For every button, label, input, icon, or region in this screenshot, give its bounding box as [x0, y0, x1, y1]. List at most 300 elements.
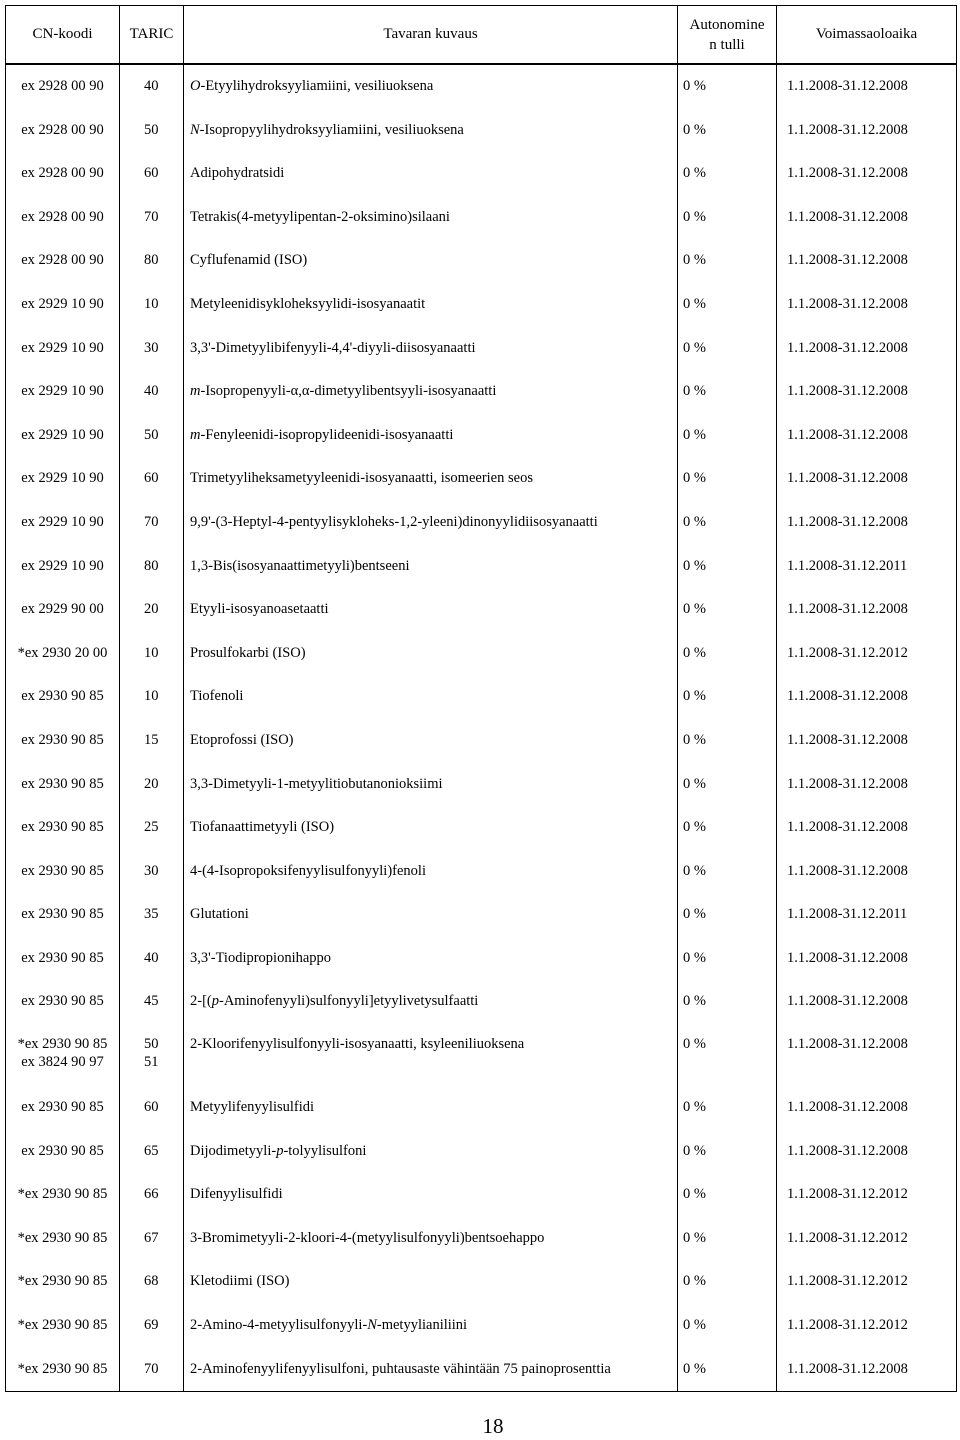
- taric-code: 10: [144, 688, 159, 705]
- cn-code: ex 2930 90 85: [21, 731, 104, 748]
- validity-period: 1.1.2008-31.12.2008: [787, 165, 908, 182]
- cn-code-cell: [6, 1086, 120, 1130]
- cn-code: *ex 2930 90 85: [17, 1229, 108, 1246]
- cn-code: ex 2928 00 90: [21, 252, 104, 269]
- description-cell: [184, 1304, 678, 1348]
- cn-code-cell: [6, 327, 120, 371]
- duty-rate: 0 %: [683, 993, 706, 1010]
- taric-cell: [120, 501, 184, 545]
- duty-rate: 0 %: [683, 1186, 706, 1203]
- taric-cell: [120, 414, 184, 458]
- description-text: Etoprofossi (ISO): [190, 731, 294, 748]
- taric-code: 69: [144, 1317, 159, 1334]
- description-text: Glutationi: [190, 906, 249, 923]
- duty-rate: 0 %: [683, 208, 706, 225]
- cn-code: ex 2929 10 90: [21, 557, 104, 574]
- duty-rate: 0 %: [683, 906, 706, 923]
- taric-cell: [120, 632, 184, 676]
- header-description: Tavaran kuvaus: [184, 6, 678, 65]
- duty-rate: 0 %: [683, 426, 706, 443]
- duty-cell: [678, 1130, 777, 1174]
- taric-code: 65: [144, 1142, 159, 1159]
- cn-code: ex 2930 90 85: [21, 949, 104, 966]
- duty-rate: 0 %: [683, 121, 706, 138]
- table-row: [6, 1260, 957, 1304]
- description-cell: [184, 457, 678, 501]
- validity-period: 1.1.2008-31.12.2008: [787, 1142, 908, 1159]
- validity-cell: [777, 370, 957, 414]
- description-cell: [184, 1086, 678, 1130]
- duty-rate: 0 %: [683, 513, 706, 530]
- taric-code: 68: [144, 1273, 159, 1290]
- cn-code: *ex 2930 90 85: [17, 1036, 108, 1053]
- taric-code-secondary: 51: [144, 1054, 159, 1071]
- duty-rate: 0 %: [683, 731, 706, 748]
- validity-cell: [777, 501, 957, 545]
- description-text: 3-Bromimetyyli-2-kloori-4-(metyylisulfonyyli)bentsoehappo: [190, 1229, 545, 1246]
- taric-cell: [120, 1217, 184, 1261]
- cn-code: *ex 2930 90 85: [17, 1317, 108, 1334]
- description-text: Difenyylisulfidi: [190, 1186, 283, 1203]
- description-cell: [184, 675, 678, 719]
- description-cell: [184, 850, 678, 894]
- table-row: [6, 327, 957, 371]
- header-taric: TARIC: [120, 6, 184, 65]
- taric-cell: [120, 675, 184, 719]
- duty-cell: [678, 457, 777, 501]
- validity-cell: [777, 196, 957, 240]
- cn-code: ex 2929 10 90: [21, 383, 104, 400]
- description-cell: [184, 414, 678, 458]
- duty-cell: [678, 370, 777, 414]
- taric-cell: [120, 937, 184, 981]
- table-row: [6, 1173, 957, 1217]
- description-cell: [184, 152, 678, 196]
- duty-cell: [678, 1348, 777, 1392]
- duty-rate: 0 %: [683, 601, 706, 618]
- validity-cell: [777, 1260, 957, 1304]
- cn-code-cell: [6, 501, 120, 545]
- validity-period: 1.1.2008-31.12.2008: [787, 252, 908, 269]
- duty-cell: [678, 806, 777, 850]
- duty-cell: [678, 196, 777, 240]
- taric-code: 10: [144, 295, 159, 312]
- table-row: [6, 501, 957, 545]
- cn-code: ex 2930 90 85: [21, 906, 104, 923]
- description-italic-prefix: p: [276, 1142, 284, 1159]
- taric-code: 20: [144, 775, 159, 792]
- taric-cell: [120, 850, 184, 894]
- description-text-rest: -Isopropyylihydroksyyliamiini, vesiliuoksena: [199, 121, 464, 138]
- validity-period: 1.1.2008-31.12.2011: [787, 557, 908, 574]
- description-cell: [184, 327, 678, 371]
- description-cell: [184, 545, 678, 589]
- duty-rate: 0 %: [683, 1273, 706, 1290]
- description-text: 3,3'-Tiodipropionihappo: [190, 949, 332, 966]
- table-row: [6, 937, 957, 981]
- page-number: 18: [482, 1414, 504, 1438]
- taric-cell: [120, 370, 184, 414]
- description-text: 3,3-Dimetyyli-1-metyylitiobutanonioksiimi: [190, 775, 443, 792]
- duty-rate: 0 %: [683, 862, 706, 879]
- description-cell: [184, 109, 678, 153]
- validity-cell: [777, 414, 957, 458]
- duty-cell: [678, 675, 777, 719]
- duty-rate: 0 %: [683, 252, 706, 269]
- duty-cell: [678, 283, 777, 327]
- description-cell: [184, 763, 678, 807]
- table-row: [6, 1348, 957, 1392]
- cn-code-cell: [6, 980, 120, 1024]
- table-row: [6, 850, 957, 894]
- table-row: [6, 1130, 957, 1174]
- duty-cell: [678, 501, 777, 545]
- description-text-rest: -Etyylihydroksyyliamiini, vesiliuoksena: [200, 78, 434, 94]
- cn-code-cell: [6, 675, 120, 719]
- description-text: Dijodimetyyli-: [190, 1142, 277, 1159]
- duty-cell: [678, 850, 777, 894]
- duty-cell: [678, 1024, 777, 1086]
- table-row: [6, 806, 957, 850]
- taric-code: 15: [144, 731, 159, 748]
- description-text: Tiofenoli: [190, 688, 244, 705]
- validity-period: 1.1.2008-31.12.2008: [787, 819, 908, 836]
- taric-code: 35: [144, 906, 159, 923]
- description-cell: [184, 370, 678, 414]
- validity-period: 1.1.2008-31.12.2008: [787, 993, 908, 1010]
- validity-period: 1.1.2008-31.12.2008: [787, 339, 908, 356]
- table-row: [6, 1217, 957, 1261]
- validity-cell: [777, 632, 957, 676]
- duty-cell: [678, 588, 777, 632]
- cn-code-cell: [6, 632, 120, 676]
- description-text-rest: -Fenyleenidi-isopropylideenidi-isosyanaatti: [200, 426, 454, 443]
- duty-cell: [678, 327, 777, 371]
- validity-period: 1.1.2008-31.12.2008: [787, 121, 908, 138]
- duty-cell: [678, 893, 777, 937]
- cn-code-cell: [6, 806, 120, 850]
- cn-code-cell: [6, 1024, 120, 1086]
- cn-code: ex 2928 00 90: [21, 121, 104, 138]
- cn-code-cell: [6, 196, 120, 240]
- description-cell: [184, 283, 678, 327]
- table-row: [6, 1304, 957, 1348]
- taric-code: 70: [144, 208, 159, 225]
- taric-cell: [120, 763, 184, 807]
- description-cell: [184, 1217, 678, 1261]
- description-text: 2-[(: [190, 993, 212, 1010]
- cn-code: *ex 2930 90 85: [17, 1186, 108, 1203]
- validity-cell: [777, 152, 957, 196]
- validity-period: 1.1.2008-31.12.2008: [787, 601, 908, 618]
- header-row: [6, 6, 957, 65]
- header-cn-code: CN-koodi: [6, 6, 120, 65]
- validity-cell: [777, 1304, 957, 1348]
- description-text: 2-Aminofenyylifenyylisulfoni, puhtausaste vähintään 75 painoprosenttia: [190, 1360, 611, 1377]
- validity-period: 1.1.2008-31.12.2008: [787, 208, 908, 225]
- taric-code: 67: [144, 1229, 159, 1246]
- description-cell: [184, 632, 678, 676]
- description-text: 4-(4-Isopropoksifenyylisulfonyyli)fenoli: [190, 862, 426, 879]
- validity-cell: [777, 1348, 957, 1392]
- taric-code: 30: [144, 862, 159, 879]
- validity-period: 1.1.2008-31.12.2012: [787, 1317, 908, 1334]
- table-row: [6, 239, 957, 283]
- taric-code: 40: [144, 383, 159, 400]
- duty-rate: 0 %: [683, 383, 706, 400]
- table-row: [6, 632, 957, 676]
- cn-code-cell: [6, 1173, 120, 1217]
- taric-code: 20: [144, 601, 159, 618]
- duty-rate: 0 %: [683, 339, 706, 356]
- duty-rate: 0 %: [683, 165, 706, 182]
- description-cell: [184, 239, 678, 283]
- cn-code: ex 2930 90 85: [21, 862, 104, 879]
- description-text: Tiofanaattimetyyli (ISO): [190, 819, 335, 836]
- cn-code-cell: [6, 370, 120, 414]
- validity-period: 1.1.2008-31.12.2008: [787, 295, 908, 312]
- validity-cell: [777, 457, 957, 501]
- cn-code-cell: [6, 1130, 120, 1174]
- table-row: [6, 1086, 957, 1130]
- description-cell: [184, 806, 678, 850]
- description-text: 1,3-Bis(isosyanaattimetyyli)bentseeni: [190, 557, 410, 574]
- cn-code-cell: [6, 850, 120, 894]
- taric-code: 50: [144, 1036, 159, 1053]
- description-text: Etyyli-isosyanoasetaatti: [190, 601, 329, 618]
- validity-period: 1.1.2008-31.12.2008: [787, 513, 908, 530]
- description-cell: [184, 1173, 678, 1217]
- description-cell: [184, 1260, 678, 1304]
- taric-cell: [120, 588, 184, 632]
- cn-code: ex 2930 90 85: [21, 688, 104, 705]
- validity-period: 1.1.2008-31.12.2008: [787, 470, 908, 487]
- cn-code: ex 2929 10 90: [21, 513, 104, 530]
- validity-cell: [777, 850, 957, 894]
- cn-code-cell: [6, 1304, 120, 1348]
- duty-cell: [678, 719, 777, 763]
- description-italic-prefix: O: [190, 78, 201, 94]
- description-italic-prefix: p: [211, 993, 219, 1010]
- taric-code: 10: [144, 644, 159, 661]
- duty-rate: 0 %: [683, 78, 706, 94]
- taric-cell: [120, 196, 184, 240]
- cn-code-cell: [6, 239, 120, 283]
- cn-code: ex 2928 00 90: [21, 78, 104, 94]
- tariff-table-container: [5, 5, 956, 1392]
- taric-code: 40: [144, 78, 159, 94]
- taric-cell: [120, 893, 184, 937]
- duty-rate: 0 %: [683, 949, 706, 966]
- description-text: Prosulfokarbi (ISO): [190, 644, 306, 661]
- taric-cell: [120, 1024, 184, 1086]
- cn-code: ex 2929 10 90: [21, 295, 104, 312]
- description-cell: [184, 719, 678, 763]
- cn-code: ex 2930 90 85: [21, 993, 104, 1010]
- taric-code: 70: [144, 1360, 159, 1377]
- description-cell: [184, 937, 678, 981]
- validity-cell: [777, 719, 957, 763]
- duty-cell: [678, 1173, 777, 1217]
- table-row: [6, 1024, 957, 1086]
- description-text: Tetrakis(4-metyylipentan-2-oksimino)silaani: [190, 208, 450, 225]
- description-cell: [184, 196, 678, 240]
- duty-cell: [678, 152, 777, 196]
- duty-rate: 0 %: [683, 775, 706, 792]
- description-cell: [184, 893, 678, 937]
- validity-cell: [777, 675, 957, 719]
- taric-cell: [120, 1173, 184, 1217]
- validity-period: 1.1.2008-31.12.2008: [787, 426, 908, 443]
- taric-cell: [120, 1086, 184, 1130]
- cn-code-cell: [6, 1348, 120, 1392]
- duty-rate: 0 %: [683, 1360, 706, 1377]
- taric-code: 66: [144, 1186, 159, 1203]
- table-body: [6, 64, 957, 1392]
- validity-cell: [777, 893, 957, 937]
- description-italic-prefix: N: [367, 1317, 377, 1334]
- cn-code-cell: [6, 414, 120, 458]
- cn-code-cell: [6, 109, 120, 153]
- validity-cell: [777, 283, 957, 327]
- taric-cell: [120, 283, 184, 327]
- validity-cell: [777, 1217, 957, 1261]
- duty-cell: [678, 937, 777, 981]
- header-autonomous-duty: [678, 6, 777, 65]
- validity-cell: [777, 1024, 957, 1086]
- validity-cell: [777, 545, 957, 589]
- validity-period: 1.1.2008-31.12.2008: [787, 383, 908, 400]
- validity-period: 1.1.2008-31.12.2012: [787, 644, 908, 661]
- cn-code: *ex 2930 90 85: [17, 1360, 108, 1377]
- table-row: [6, 370, 957, 414]
- duty-cell: [678, 1260, 777, 1304]
- description-cell: [184, 501, 678, 545]
- duty-rate: 0 %: [683, 1317, 706, 1334]
- duty-cell: [678, 414, 777, 458]
- duty-rate: 0 %: [683, 1099, 706, 1116]
- taric-code: 50: [144, 426, 159, 443]
- duty-cell: [678, 632, 777, 676]
- cn-code: ex 2930 90 85: [21, 1099, 104, 1116]
- description-italic-prefix: N: [190, 121, 200, 138]
- table-row: [6, 457, 957, 501]
- cn-code: ex 2929 90 00: [21, 601, 104, 618]
- duty-cell: [678, 1217, 777, 1261]
- cn-code-secondary: ex 3824 90 97: [21, 1054, 104, 1071]
- description-text: Metyleenidisykloheksyylidi-isosyanaatit: [190, 295, 426, 312]
- cn-code: *ex 2930 20 00: [17, 644, 108, 661]
- validity-period: 1.1.2008-31.12.2008: [787, 1036, 908, 1053]
- validity-period: 1.1.2008-31.12.2008: [787, 78, 908, 94]
- validity-period: 1.1.2008-31.12.2008: [787, 862, 908, 879]
- description-cell: [184, 588, 678, 632]
- table-row: [6, 719, 957, 763]
- duty-rate: 0 %: [683, 688, 706, 705]
- taric-cell: [120, 980, 184, 1024]
- validity-cell: [777, 64, 957, 109]
- duty-rate: 0 %: [683, 1036, 706, 1053]
- taric-code: 60: [144, 165, 159, 182]
- validity-cell: [777, 1130, 957, 1174]
- table-row: [6, 109, 957, 153]
- cn-code-cell: [6, 588, 120, 632]
- taric-cell: [120, 457, 184, 501]
- validity-cell: [777, 937, 957, 981]
- cn-code: ex 2930 90 85: [21, 819, 104, 836]
- validity-period: 1.1.2008-31.12.2008: [787, 688, 908, 705]
- table-row: [6, 588, 957, 632]
- duty-cell: [678, 1086, 777, 1130]
- taric-cell: [120, 806, 184, 850]
- duty-cell: [678, 545, 777, 589]
- table-row: [6, 414, 957, 458]
- description-text: Adipohydratsidi: [190, 165, 285, 182]
- duty-rate: 0 %: [683, 295, 706, 312]
- description-text-rest: -Isopropenyyli-α,α-dimetyylibentsyyli-isosyanaatti: [200, 383, 497, 400]
- validity-period: 1.1.2008-31.12.2008: [787, 775, 908, 792]
- description-text: Cyflufenamid (ISO): [190, 252, 308, 269]
- validity-period: 1.1.2008-31.12.2012: [787, 1229, 908, 1246]
- duty-rate: 0 %: [683, 819, 706, 836]
- cn-code-cell: [6, 719, 120, 763]
- table-row: [6, 152, 957, 196]
- description-text-rest: -metyylianiliini: [376, 1317, 468, 1334]
- description-cell: [184, 1130, 678, 1174]
- taric-code: 40: [144, 949, 159, 966]
- duty-rate: 0 %: [683, 1229, 706, 1246]
- description-text: Trimetyyliheksametyyleenidi-isosyanaatti, isomeerien seos: [190, 470, 533, 487]
- duty-rate: 0 %: [683, 1142, 706, 1159]
- validity-cell: [777, 239, 957, 283]
- cn-code-cell: [6, 152, 120, 196]
- duty-rate: 0 %: [683, 470, 706, 487]
- taric-cell: [120, 239, 184, 283]
- taric-cell: [120, 109, 184, 153]
- description-text: 3,3'-Dimetyylibifenyyli-4,4'-diyyli-diisosyanaatti: [190, 339, 476, 356]
- validity-cell: [777, 1086, 957, 1130]
- taric-cell: [120, 152, 184, 196]
- validity-cell: [777, 327, 957, 371]
- validity-period: 1.1.2008-31.12.2012: [787, 1186, 908, 1203]
- table-row: [6, 64, 957, 109]
- duty-cell: [678, 763, 777, 807]
- cn-code: ex 2929 10 90: [21, 426, 104, 443]
- taric-code: 80: [144, 557, 159, 574]
- table-row: [6, 545, 957, 589]
- duty-cell: [678, 239, 777, 283]
- cn-code: ex 2928 00 90: [21, 208, 104, 225]
- description-cell: [184, 1348, 678, 1392]
- validity-cell: [777, 806, 957, 850]
- duty-cell: [678, 1304, 777, 1348]
- taric-code: 60: [144, 470, 159, 487]
- validity-period: 1.1.2008-31.12.2008: [787, 1099, 908, 1116]
- taric-code: 50: [144, 121, 159, 138]
- description-cell: [184, 980, 678, 1024]
- taric-code: 25: [144, 819, 159, 836]
- description-text: 2-Kloorifenyylisulfonyyli-isosyanaatti, ksyleeniliuoksena: [190, 1036, 525, 1053]
- cn-code-cell: [6, 1217, 120, 1261]
- table-row: [6, 763, 957, 807]
- taric-code: 45: [144, 993, 159, 1010]
- duty-rate: 0 %: [683, 644, 706, 661]
- cn-code: ex 2930 90 85: [21, 775, 104, 792]
- validity-period: 1.1.2008-31.12.2011: [787, 906, 908, 923]
- taric-cell: [120, 545, 184, 589]
- cn-code: *ex 2930 90 85: [17, 1273, 108, 1290]
- table-row: [6, 893, 957, 937]
